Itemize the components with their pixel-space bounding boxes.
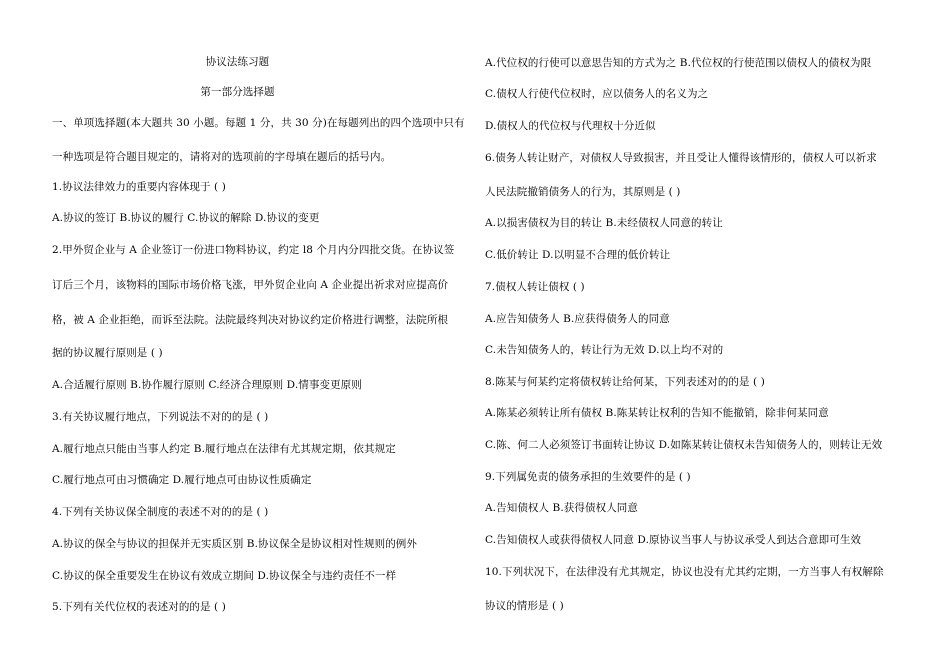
document-title: 协议法练习题: [205, 56, 270, 68]
question-9: 9.下列属免责的债务承担的生效要件的是 ( ): [485, 471, 691, 483]
question-6: 6.债务人转让财产，对债权人导致损害，并且受让人懂得该情形的，债权人可以祈求: [485, 152, 877, 164]
text-line: 订后三个月，该物料的国际市场价格飞涨，甲外贸企业向 A 企业提出祈求对应提高价: [52, 279, 449, 291]
options-line: A.协议的保全与协议的担保并无实质区别 B.协议保全是协议相对性规则的例外: [52, 538, 418, 550]
question-1: 1.协议法律效力的重要内容体现于 ( ): [52, 181, 226, 193]
section-heading: 第一部分选择题: [200, 86, 275, 98]
options-line: A.以损害债权为目的转让 B.未经债权人同意的转让: [485, 217, 723, 229]
question-7: 7.债权人转让债权 ( ): [485, 281, 585, 293]
options-line: A.履行地点只能由当事人约定 B.履行地点在法律有尤其规定期，依其规定: [52, 443, 396, 455]
question-2: 2.甲外贸企业与 A 企业签订一份进口物料协议，约定 l8 个月内分四批交货。在协议签: [52, 244, 455, 256]
options-line: C.债权人行使代位权时，应以债务人的名义为之: [485, 88, 709, 100]
text-line: 一、单项选择题(本大题共 30 小题。每题 1 分，共 30 分)在每题列出的四个选项中只有: [52, 117, 465, 129]
options-line: C.告知债权人或获得债权人同意 D.原协议当事人与协议承受人到达合意即可生效: [485, 534, 862, 546]
options-line: A.应告知债务人 B.应获得债务人的同意: [485, 313, 670, 325]
question-4: 4.下列有关协议保全制度的表述不对的的是 ( ): [52, 506, 269, 518]
question-10: 10.下列状况下，在法律没有尤其规定，协议也没有尤其约定期，一方当事人有权解除: [485, 566, 884, 578]
options-line: C.协议的保全重要发生在协议有效成立期间 D.协议保全与违约责任不一样: [52, 570, 397, 582]
options-line: A.告知债权人 B.获得债权人同意: [485, 502, 639, 514]
question-8: 8.陈某与何某约定将债权转让给何某，下列表述对的的是 ( ): [485, 376, 765, 388]
options-line: C.低价转让 D.以明显不合理的低价转让: [485, 249, 671, 261]
options-line: D.债权人的代位权与代理权十分近似: [485, 120, 656, 132]
options-line: C.陈、何二人必须签订书面转让协议 D.如陈某转让债权未告知债务人的，则转让无效: [485, 439, 883, 451]
text-line: 一种选项是符合题目规定的，请将对的选项前的字母填在题后的括号内。: [52, 151, 392, 163]
question-5: 5.下列有关代位权的表述对的的是 ( ): [52, 601, 226, 613]
text-line: 人民法院撤销债务人的行为，其原则是 ( ): [485, 186, 681, 198]
options-line: C.未告知债务人的，转让行为无效 D.以上均不对的: [485, 344, 724, 356]
options-line: A.协议的签订 B.协议的履行 C.协议的解除 D.协议的变更: [52, 212, 320, 224]
options-line: A.代位权的行使可以意思告知的方式为之 B.代位权的行使范围以债权人的债权为限: [485, 57, 872, 69]
text-line: 据的协议履行原则是 ( ): [52, 347, 163, 359]
question-3: 3.有关协议履行地点，下列说法不对的的是 ( ): [52, 411, 269, 423]
text-line: 协议的情形是 ( ): [485, 600, 564, 612]
options-line: A.合适履行原则 B.协作履行原则 C.经济合理原则 D.情事变更原则: [52, 379, 362, 391]
text-line: 格，被 A 企业拒绝，而诉至法院。法院最终判决对协议约定价格进行调整，法院所根: [52, 314, 449, 326]
options-line: C.履行地点可由习惯确定 D.履行地点可由协议性质确定: [52, 474, 312, 486]
options-line: A.陈某必须转让所有债权 B.陈某转让权利的告知不能撤销，除非何某同意: [485, 407, 829, 419]
